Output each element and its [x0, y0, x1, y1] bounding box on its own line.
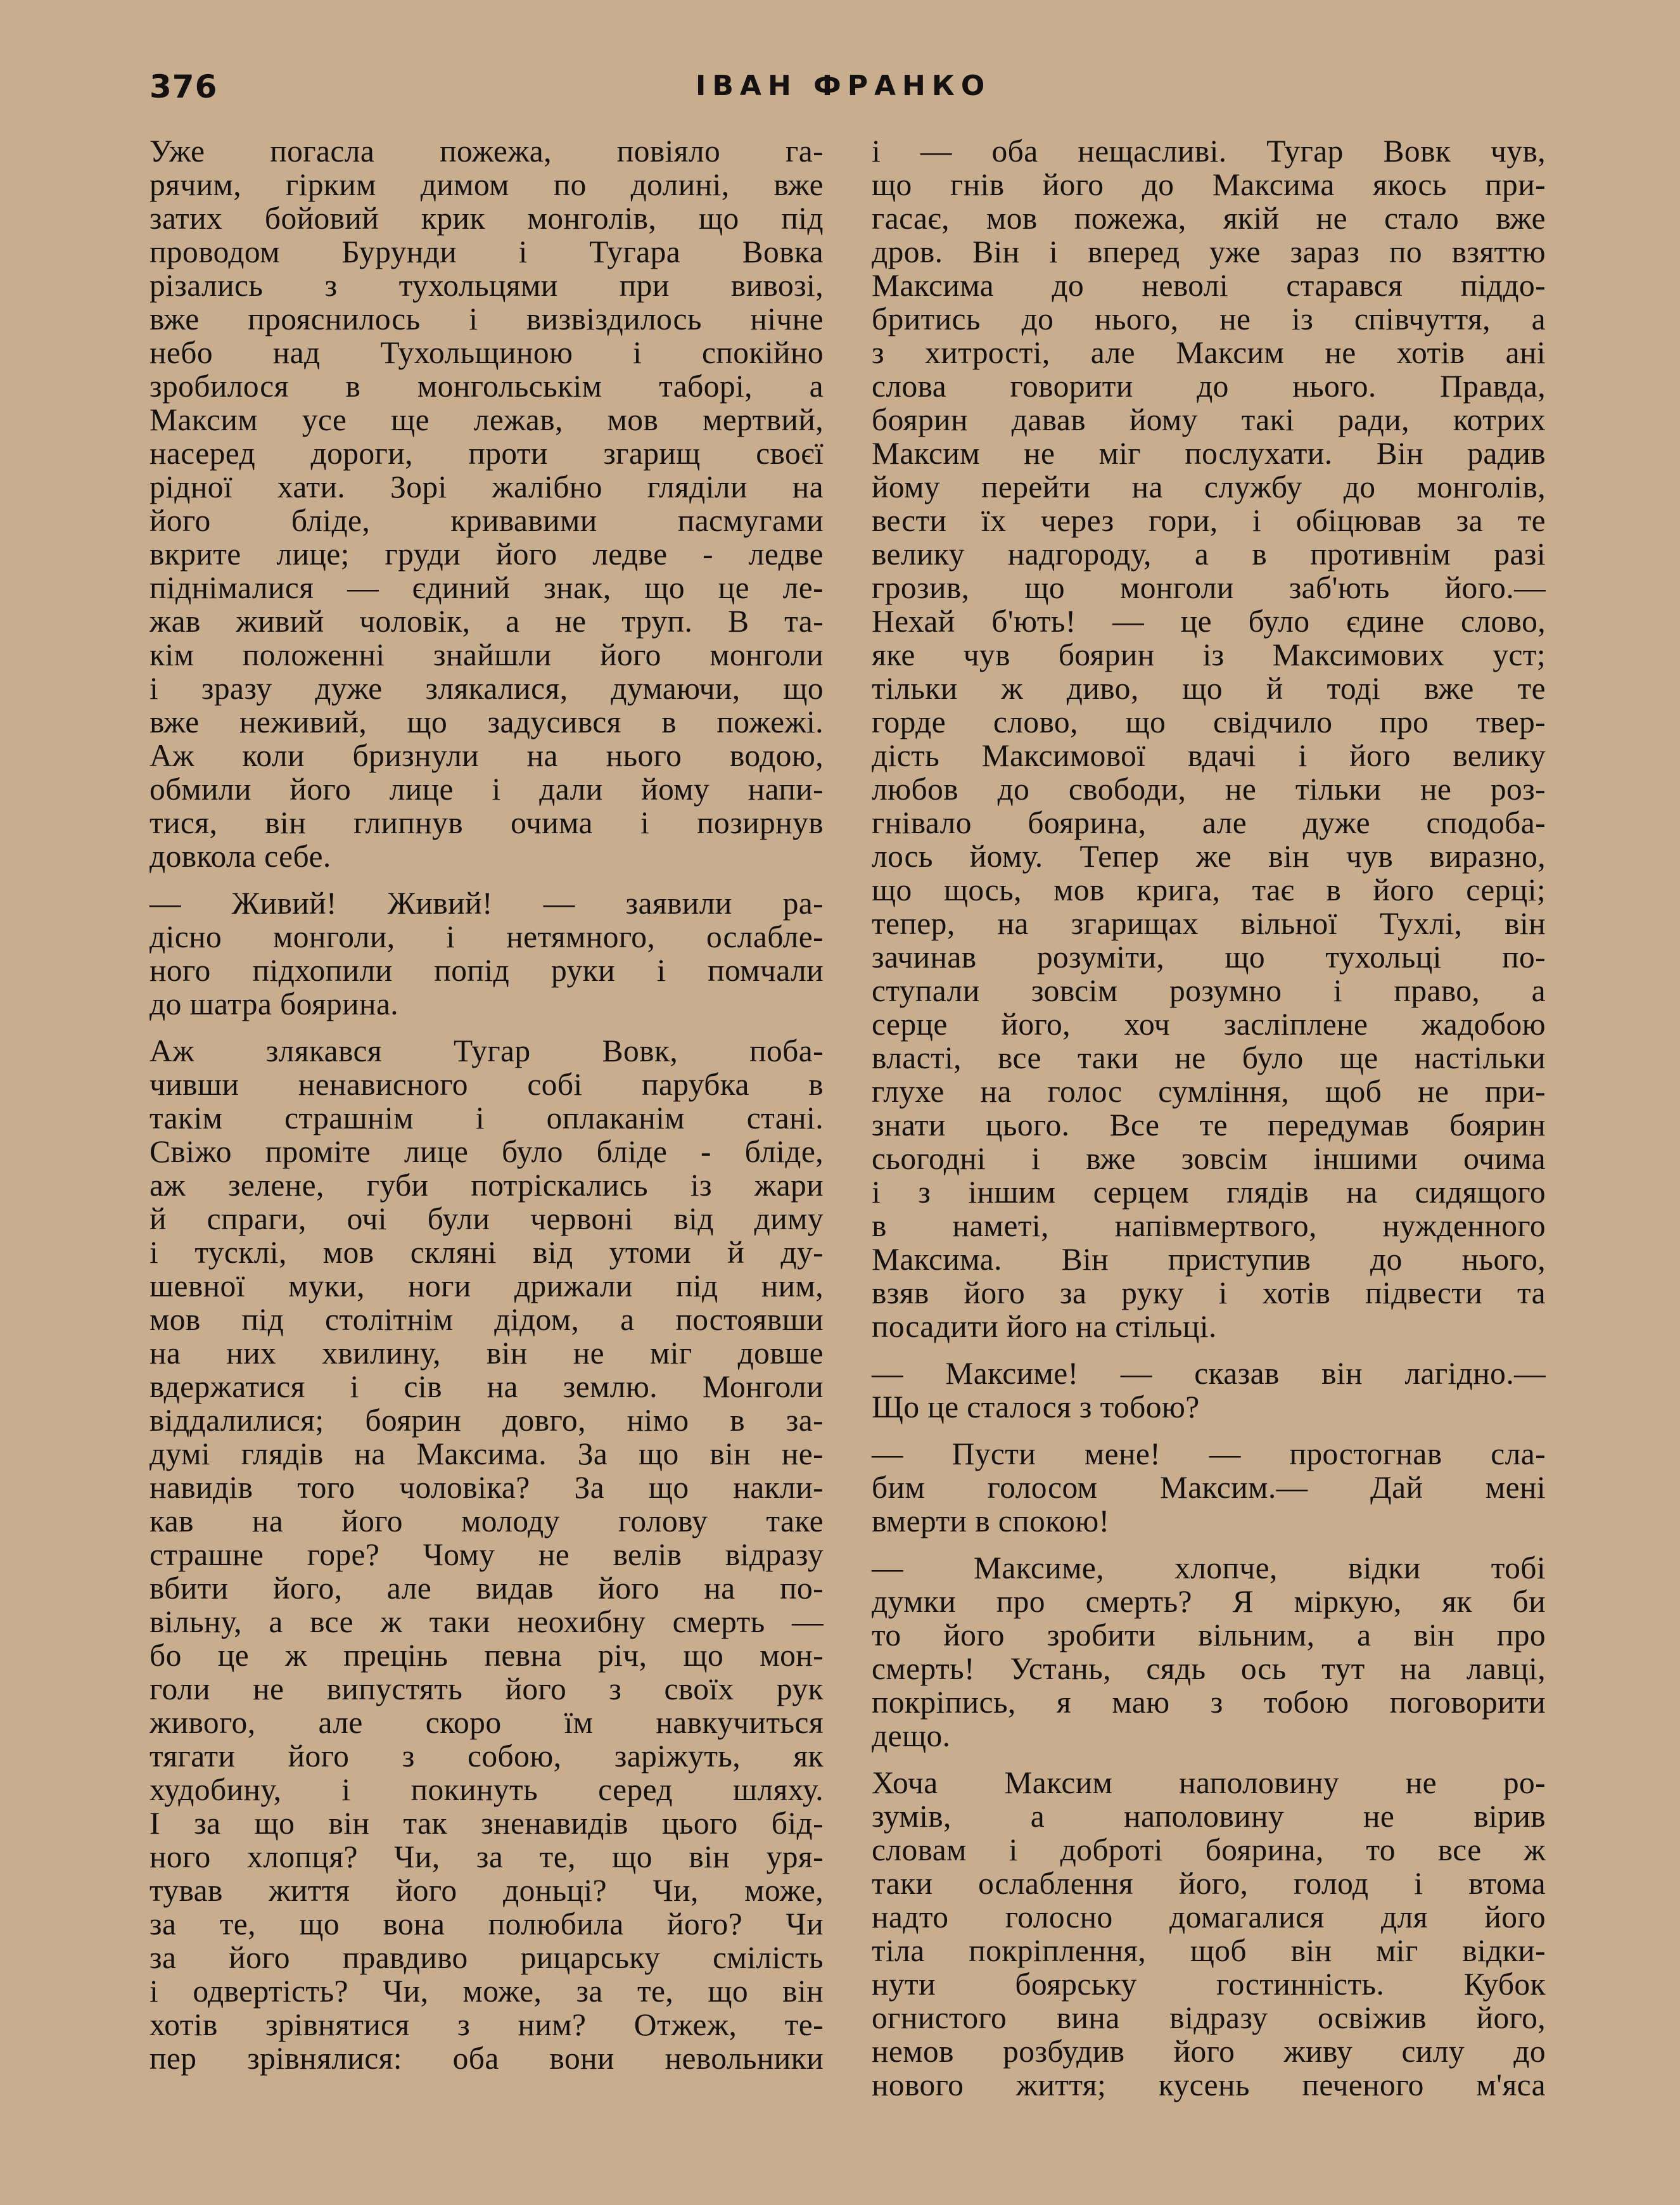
- text-line: насеред дороги, проти згарищ своєї: [150, 436, 824, 471]
- text-line: кав на його молоду голову таке: [150, 1504, 824, 1538]
- text-line: в наметі, напівмертвого, нужденного: [872, 1208, 1546, 1243]
- text-line: бим голосом Максим.— Дай мені: [872, 1470, 1546, 1505]
- text-line: думі глядів на Максима. За що він не-: [150, 1436, 824, 1471]
- text-line: покріпись, я маю з тобою поговорити: [872, 1685, 1546, 1720]
- text-line: дров. Він і вперед уже зараз по взяттю: [872, 234, 1546, 269]
- text-line: на них хвилину, він не міг довше: [150, 1336, 824, 1371]
- text-line: йому перейти на службу до монголів,: [872, 470, 1546, 504]
- text-line: кім положенні знайшли його монголи: [150, 637, 824, 672]
- text-line: за його правдиво рицарську смілість: [150, 1940, 824, 1975]
- text-line: тепер, на згарищах вільної Тухлі, він: [872, 906, 1546, 941]
- text-line: знати цього. Все те передумав боярин: [872, 1108, 1546, 1142]
- text-line: Максим не міг послухати. Він радив: [872, 436, 1546, 471]
- text-line: надто голосно домагалися для його: [872, 1900, 1546, 1934]
- text-line: мов під столітнім дідом, а постоявши: [150, 1302, 824, 1337]
- text-line: — Живий! Живий! — заявили ра-: [150, 886, 824, 921]
- text-line: власті, все таки не було ще настільки: [872, 1040, 1546, 1075]
- text-line: І за що він так зненавидів цього бід-: [150, 1806, 824, 1841]
- text-line: за те, що вона полюбила його? Чи: [150, 1907, 824, 1941]
- text-line: яке чув боярин із Максимових уст;: [872, 637, 1546, 672]
- paragraph: [872, 1437, 1546, 1538]
- text-line: грозив, що монголи заб'ють його.—: [872, 570, 1546, 605]
- text-line: дісно монголи, і нетямного, ослабле-: [150, 919, 824, 954]
- paragraph-gap: [150, 1021, 824, 1034]
- text-line: — Максиме, хлопче, відки тобі: [872, 1550, 1546, 1585]
- text-line: сьогодні і вже зовсім іншими очима: [872, 1141, 1546, 1176]
- text-line: нового життя; кусень печеного м'яса: [872, 2068, 1546, 2102]
- text-line: Аж злякався Тугар Вовк, поба-: [150, 1033, 824, 1068]
- text-line: зробилося в монгольськім таборі, а: [150, 369, 824, 404]
- text-line: страшне горе? Чому не велів відразу: [150, 1537, 824, 1572]
- text-line: огнистого вина відразу освіжив його,: [872, 2000, 1546, 2035]
- text-line: вбити його, але видав його на по-: [150, 1571, 824, 1606]
- left-text-column: [150, 134, 824, 2075]
- paragraph-gap: [872, 1753, 1546, 1766]
- text-line: Уже погасла пожежа, повіяло га-: [150, 134, 824, 169]
- page-header: [0, 68, 1680, 106]
- paragraph-gap: [872, 1538, 1546, 1551]
- text-line: гасає, мов пожежа, якій не стало вже: [872, 201, 1546, 236]
- text-line: і зразу дуже злякалися, думаючи, що: [150, 671, 824, 706]
- text-line: Максима. Він приступив до нього,: [872, 1242, 1546, 1277]
- text-line: різались з тухольцями при вивозі,: [150, 268, 824, 303]
- text-line: вести їх через гори, і обіцював за те: [872, 503, 1546, 538]
- paragraph-gap: [150, 873, 824, 886]
- text-line: Максима до неволі старався піддо-: [872, 268, 1546, 303]
- text-line: живого, але скоро їм навкучиться: [150, 1705, 824, 1740]
- paragraph: [150, 1034, 824, 2075]
- text-line: Що це сталося з тобою?: [872, 1390, 1200, 1424]
- text-line: що щось, мов крига, тає в його серці;: [872, 872, 1546, 907]
- text-line: Хоча Максим наполовину не ро-: [872, 1765, 1546, 1800]
- text-line: взяв його за руку і хотів підвести та: [872, 1275, 1546, 1310]
- text-line: вдержатися і сів на землю. Монголи: [150, 1369, 824, 1404]
- text-line: жав живий чоловік, а не труп. В та-: [150, 604, 824, 639]
- text-line: тільки ж диво, що й тоді вже те: [872, 671, 1546, 706]
- text-line: ного хлопця? Чи, за те, що він уря-: [150, 1839, 824, 1874]
- paragraph: [872, 1766, 1546, 2102]
- text-line: дість Максимової вдачі і його велику: [872, 738, 1546, 773]
- text-line: бритись до нього, не із співчуття, а: [872, 302, 1546, 336]
- text-line: вже прояснилось і визвіздилось нічне: [150, 302, 824, 336]
- text-line: Свіжо проміте лице було бліде - бліде,: [150, 1134, 824, 1169]
- text-line: до шатра боярина.: [150, 987, 399, 1021]
- text-line: таки ослаблення його, голод і втома: [872, 1866, 1546, 1901]
- text-line: голи не випустять його з своїх рук: [150, 1671, 824, 1706]
- paragraph: [872, 1551, 1546, 1753]
- text-line: Нехай б'ють! — це було єдине слово,: [872, 604, 1546, 639]
- text-line: Максим усе ще лежав, мов мертвий,: [150, 402, 824, 437]
- text-line: що гнів його до Максима якось при-: [872, 167, 1546, 202]
- text-line: чивши ненависного собі парубка в: [150, 1067, 824, 1102]
- text-line: вільну, а все ж таки неохибну смерть —: [150, 1604, 824, 1639]
- paragraph-gap: [872, 1424, 1546, 1437]
- text-line: затих бойовий крик монголів, що під: [150, 201, 824, 236]
- text-line: обмили його лице і дали йому напи-: [150, 772, 824, 807]
- right-text-column: [872, 134, 1546, 2102]
- text-line: піднімалися — єдиний знак, що це ле-: [150, 570, 824, 605]
- text-line: боярин давав йому такі ради, котрих: [872, 402, 1546, 437]
- text-line: й спраги, очі були червоні від диму: [150, 1201, 824, 1236]
- text-line: вмерти в спокою!: [872, 1504, 1110, 1538]
- running-title: ІВАН ФРАНКО: [696, 70, 991, 102]
- text-line: такім страшнім і оплаканім стані.: [150, 1101, 824, 1135]
- text-line: глухе на голос сумління, щоб не при-: [872, 1074, 1546, 1109]
- paragraph: [872, 1357, 1546, 1424]
- text-line: зачинав розуміти, що тухольці по-: [872, 940, 1546, 975]
- text-line: Аж коли бризнули на нього водою,: [150, 738, 824, 773]
- text-line: аж зелене, губи потріскались із жари: [150, 1168, 824, 1203]
- text-line: ного підхопили попід руки і помчали: [150, 953, 824, 988]
- text-line: проводом Бурунди і Тугара Вовка: [150, 234, 824, 269]
- text-line: зумів, а наполовину не вірив: [872, 1799, 1546, 1834]
- text-line: шевної муки, ноги дрижали під ним,: [150, 1269, 824, 1303]
- text-line: і тусклі, мов скляні від утоми й ду-: [150, 1235, 824, 1270]
- paragraph: [872, 134, 1546, 1343]
- text-line: тягати його з собою, заріжуть, як: [150, 1739, 824, 1774]
- text-line: довкола себе.: [150, 839, 331, 874]
- text-line: горде слово, що свідчило про твер-: [872, 705, 1546, 739]
- text-line: серце його, хоч засліплене жадобою: [872, 1007, 1546, 1042]
- text-line: його бліде, кривавими пасмугами: [150, 503, 824, 538]
- text-line: немов розбудив його живу силу до: [872, 2034, 1546, 2069]
- text-line: тував життя його доньці? Чи, може,: [150, 1873, 824, 1908]
- text-line: — Максиме! — сказав він лагідно.—: [872, 1356, 1546, 1391]
- text-line: дещо.: [872, 1718, 951, 1753]
- text-line: і — оба нещасливі. Тугар Вовк чув,: [872, 134, 1546, 169]
- text-line: тіла покріплення, щоб він міг відки-: [872, 1933, 1546, 1968]
- text-line: худобину, і покинуть серед шляху.: [150, 1772, 824, 1807]
- text-line: рячим, гірким димом по долині, вже: [150, 167, 824, 202]
- text-line: нути боярську гостинність. Кубок: [872, 1967, 1546, 2002]
- text-line: — Пусти мене! — простогнав сла-: [872, 1436, 1546, 1471]
- text-line: бо це ж прецінь певна річ, що мон-: [150, 1638, 824, 1673]
- text-line: посадити його на стільці.: [872, 1309, 1217, 1344]
- text-line: велику надгороду, а в противнім разі: [872, 537, 1546, 572]
- text-line: то його зробити вільним, а він про: [872, 1618, 1546, 1652]
- text-line: словам і доброті боярина, то все ж: [872, 1832, 1546, 1867]
- text-line: навидів того чоловіка? За що накли-: [150, 1470, 824, 1505]
- paragraph-gap: [872, 1343, 1546, 1357]
- text-line: гнівало боярина, але дуже сподоба-: [872, 805, 1546, 840]
- text-line: лось йому. Тепер же він чув виразно,: [872, 839, 1546, 874]
- text-line: і з іншим серцем глядів на сидящого: [872, 1175, 1546, 1210]
- text-line: пер зрівнялися: оба вони невольники: [150, 2041, 824, 2076]
- text-line: вкрите лице; груди його ледве - ледве: [150, 537, 824, 572]
- text-line: любов до свободи, не тільки не роз-: [872, 772, 1546, 807]
- text-line: і одвертість? Чи, може, за те, що він: [150, 1974, 824, 2009]
- text-line: рідної хати. Зорі жалібно гляділи на: [150, 470, 824, 504]
- text-line: небо над Тухольщиною і спокійно: [150, 335, 824, 370]
- text-line: вже неживий, що задусився в пожежі.: [150, 705, 824, 739]
- text-line: тися, він глипнув очима і позирнув: [150, 805, 824, 840]
- paragraph: [150, 134, 824, 873]
- paragraph: [150, 886, 824, 1021]
- text-line: ступали зовсім розумно і право, а: [872, 973, 1546, 1008]
- text-line: слова говорити до нього. Правда,: [872, 369, 1546, 404]
- text-line: віддалилися; боярин довго, німо в за-: [150, 1403, 824, 1438]
- page-number: 376: [150, 68, 218, 105]
- text-line: думки про смерть? Я міркую, як би: [872, 1584, 1546, 1619]
- text-line: смерть! Устань, сядь ось тут на лавці,: [872, 1651, 1546, 1686]
- text-line: хотів зрівнятися з ним? Отжеж, те-: [150, 2007, 824, 2042]
- text-line: з хитрості, але Максим не хотів ані: [872, 335, 1546, 370]
